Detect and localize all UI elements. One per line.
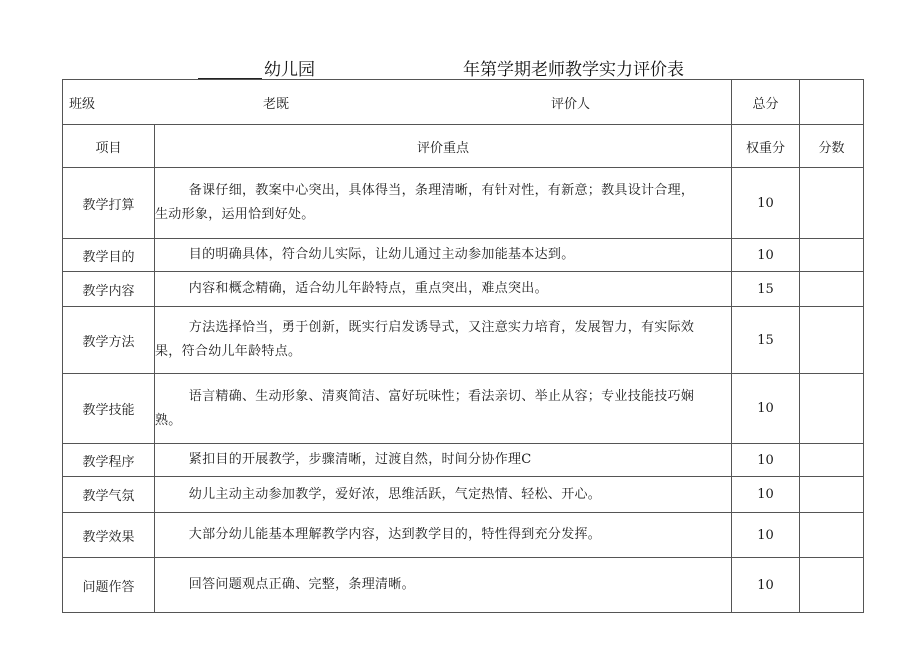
- teacher-label: 老既: [263, 97, 290, 112]
- row-focus-line1: 幼儿主动主动参加教学，爱好浓，思维活跃，气定热情、轻松、开心。: [188, 486, 602, 502]
- header-info-cell: [63, 80, 732, 125]
- row-focus-line1: 内容和概念精确，适合幼儿年龄特点，重点突出，难点突出。: [188, 281, 548, 296]
- evaluation-table: [62, 79, 864, 613]
- row-item: 教学效果: [63, 513, 155, 558]
- kindergarten-name-blank[interactable]: [198, 60, 262, 79]
- table-row: [63, 307, 864, 374]
- table-row: [63, 477, 864, 513]
- row-score-field[interactable]: [800, 444, 864, 477]
- row-weight: 10: [732, 168, 800, 239]
- total-score-field[interactable]: [800, 80, 864, 125]
- row-focus: [155, 168, 732, 239]
- row-item: 问题作答: [63, 558, 155, 613]
- class-label: 班级: [69, 97, 96, 112]
- row-item: 教学内容: [63, 272, 155, 307]
- column-header-row: [63, 125, 864, 168]
- evaluator-label: 评价人: [551, 97, 591, 112]
- row-weight: 10: [732, 558, 800, 613]
- row-focus-line1: 方法选择恰当，勇于创新，既实行启发诱导式，又注意实力培育，发展智力，有实际效: [188, 320, 695, 335]
- title-kindergarten: 幼儿园: [264, 60, 315, 80]
- row-focus-line1: 目的明确具体，符合幼儿实际，让幼儿通过主动参加能基本达到。: [188, 247, 575, 262]
- column-header-focus: 评价重点: [155, 125, 732, 168]
- row-item: 教学目的: [63, 239, 155, 272]
- table-row: [63, 513, 864, 558]
- row-weight: 10: [732, 513, 800, 558]
- row-score-field[interactable]: [800, 374, 864, 444]
- column-header-item: 项目: [63, 125, 155, 168]
- row-focus-line1: 紧扣目的开展教学，步骤清晰，过渡自然，时间分协作理C: [188, 452, 532, 467]
- row-focus: [155, 444, 732, 477]
- row-score-field[interactable]: [800, 168, 864, 239]
- row-weight: 15: [732, 307, 800, 374]
- row-score-field[interactable]: [800, 558, 864, 613]
- table-row: [63, 444, 864, 477]
- row-weight: 10: [732, 374, 800, 444]
- row-focus: [155, 272, 732, 307]
- table-row: [63, 558, 864, 613]
- table-row: [63, 374, 864, 444]
- row-focus: [155, 558, 732, 613]
- row-focus: [155, 307, 732, 374]
- row-score-field[interactable]: [800, 272, 864, 307]
- row-focus: [155, 239, 732, 272]
- row-focus-line2: 生动形象，运用恰到好处。: [155, 207, 315, 222]
- row-focus-line1: 回答问题观点正确、完整，条理清晰。: [188, 577, 415, 592]
- title-form-name: 年第学期老师教学实力评价表: [463, 60, 684, 80]
- column-header-weight: 权重分: [732, 125, 800, 168]
- row-weight: 10: [732, 477, 800, 513]
- row-focus-line2: 熟。: [155, 412, 182, 428]
- row-item: 教学气氛: [63, 477, 155, 513]
- row-focus: [155, 374, 732, 444]
- row-focus-line1: 备课仔细，教案中心突出，具体得当，条理清晰，有针对性，有新意；教具设计合理，: [188, 183, 695, 198]
- table-row: [63, 239, 864, 272]
- row-item: 教学技能: [63, 374, 155, 444]
- table-row: [63, 168, 864, 239]
- row-focus-line1: 大部分幼儿能基本理解教学内容，达到教学目的，特性得到充分发挥。: [188, 527, 602, 542]
- row-focus-line1: 语言精确、生动形象、清爽简洁、富好玩味性；看法亲切、举止从容；专业技能技巧娴: [188, 388, 695, 404]
- row-item: 教学方法: [63, 307, 155, 374]
- total-label: 总分: [732, 80, 800, 125]
- row-item: 教学打算: [63, 168, 155, 239]
- row-weight: 15: [732, 272, 800, 307]
- table-row: [63, 272, 864, 307]
- row-score-field[interactable]: [800, 307, 864, 374]
- column-header-score: 分数: [800, 125, 864, 168]
- row-weight: 10: [732, 444, 800, 477]
- row-focus-line2: 果，符合幼儿年龄特点。: [155, 344, 302, 359]
- row-score-field[interactable]: [800, 239, 864, 272]
- row-score-field[interactable]: [800, 513, 864, 558]
- row-focus: [155, 513, 732, 558]
- row-item: 教学程序: [63, 444, 155, 477]
- row-weight: 10: [732, 239, 800, 272]
- row-score-field[interactable]: [800, 477, 864, 513]
- row-focus: [155, 477, 732, 513]
- header-info-row: [63, 80, 864, 125]
